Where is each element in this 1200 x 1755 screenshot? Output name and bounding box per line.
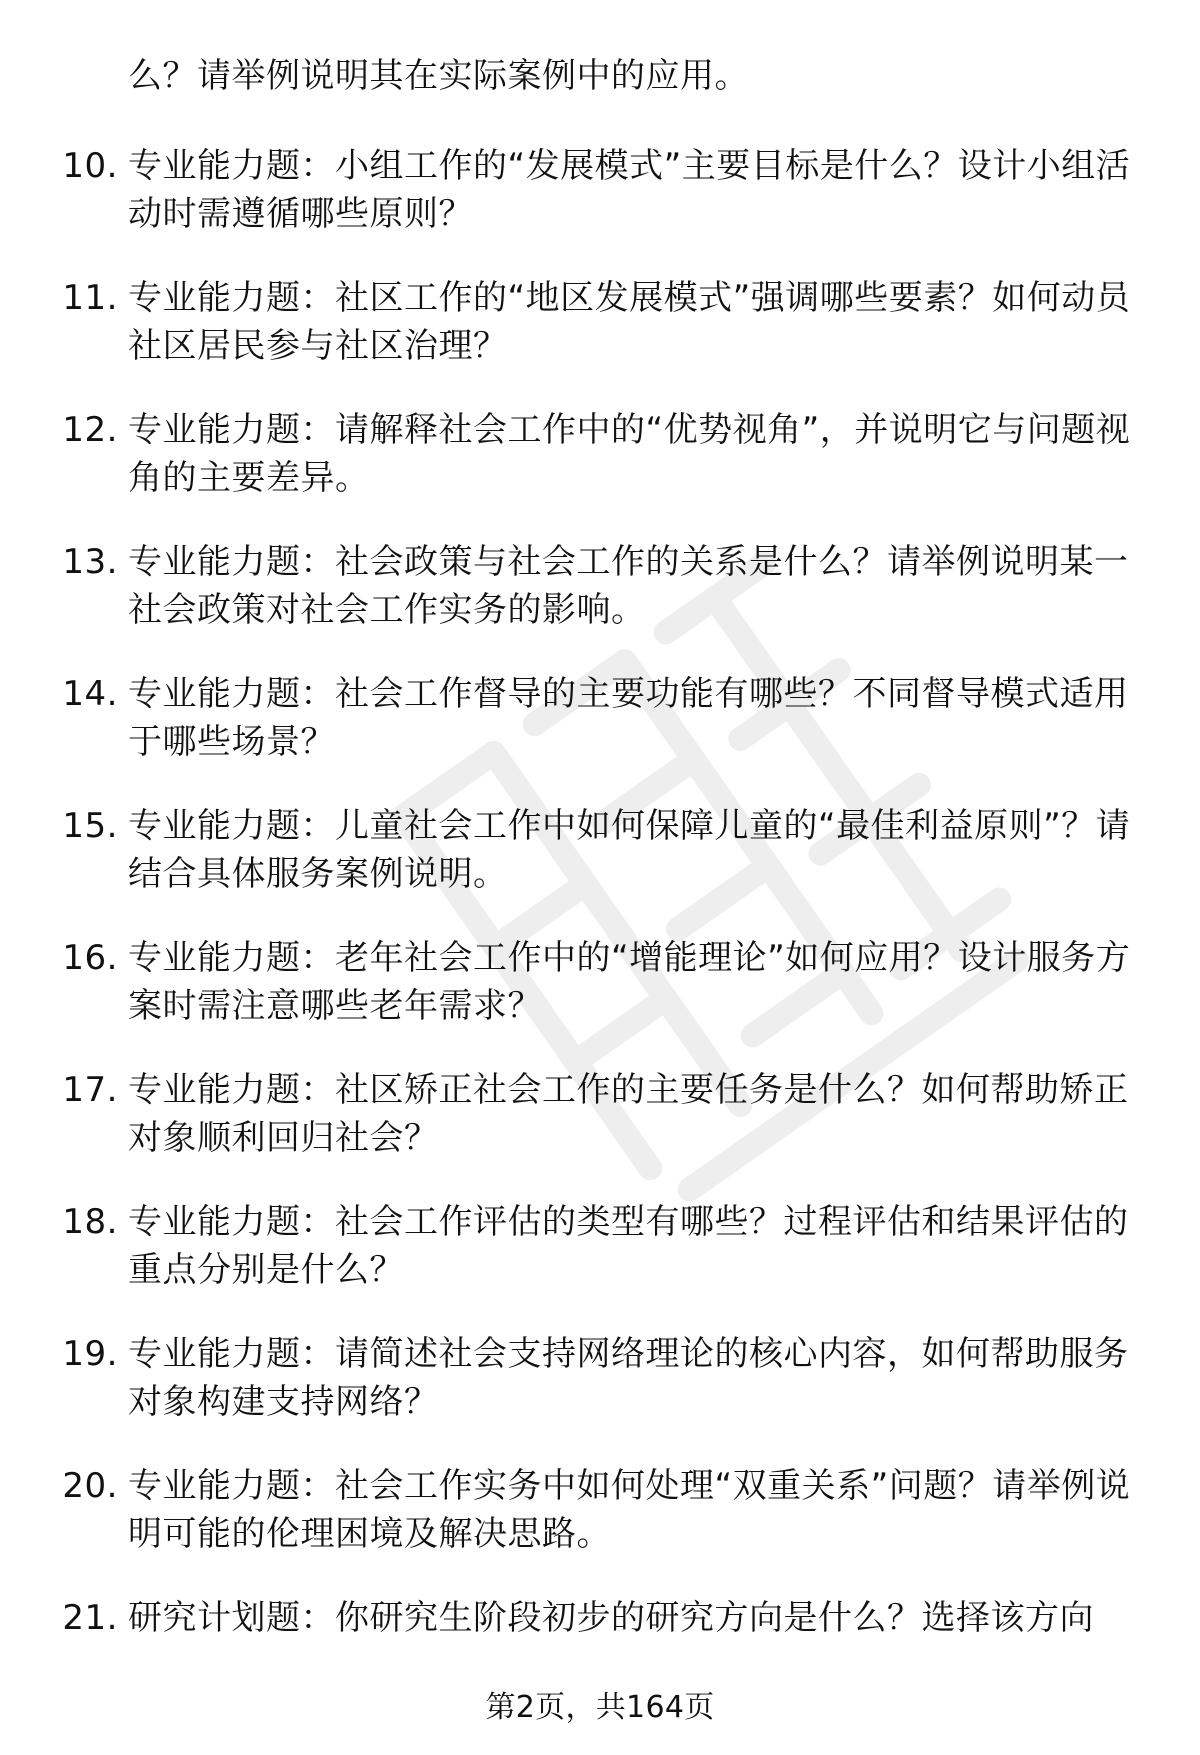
question-text: 专业能力题：儿童社会工作中如何保障儿童的“最佳利益原则”？请结合具体服务案例说明。 [128, 806, 1131, 894]
question-item [0, 926, 1200, 1058]
question-number: 20. [62, 1466, 118, 1506]
question-item [0, 530, 1200, 662]
question-item [0, 662, 1200, 794]
question-text: 研究计划题：你研究生阶段初步的研究方向是什么？选择该方向 [128, 1598, 1094, 1638]
question-number: 18. [62, 1202, 118, 1242]
question-text: 专业能力题：社区工作的“地区发展模式”强调哪些要素？如何动员社区居民参与社区治理？ [128, 278, 1131, 366]
question-number: 10. [62, 146, 118, 186]
question-item [0, 1190, 1200, 1322]
question-text: 专业能力题：请解释社会工作中的“优势视角”，并说明它与问题视角的主要差异。 [128, 410, 1131, 498]
question-text: 专业能力题：小组工作的“发展模式”主要目标是什么？设计小组活动时需遵循哪些原则？ [128, 146, 1131, 234]
continued-text: 么？请举例说明其在实际案例中的应用。 [128, 56, 749, 96]
question-item [0, 1058, 1200, 1190]
question-item [0, 266, 1200, 398]
question-number: 11. [62, 278, 118, 318]
question-text: 专业能力题：请简述社会支持网络理论的核心内容，如何帮助服务对象构建支持网络？ [128, 1334, 1129, 1422]
question-number: 16. [62, 938, 118, 978]
question-text: 专业能力题：社会工作评估的类型有哪些？过程评估和结果评估的重点分别是什么？ [128, 1202, 1129, 1290]
question-number: 12. [62, 410, 118, 450]
question-number: 15. [62, 806, 118, 846]
question-item [0, 794, 1200, 926]
question-item [0, 1322, 1200, 1454]
question-text: 专业能力题：社会工作实务中如何处理“双重关系”问题？请举例说明可能的伦理困境及解决思路。 [128, 1466, 1131, 1554]
question-number: 17. [62, 1070, 118, 1110]
question-number: 14. [62, 674, 118, 714]
question-text: 专业能力题：社会政策与社会工作的关系是什么？请举例说明某一社会政策对社会工作实务的影响。 [128, 542, 1129, 630]
page-footer: 第2页，共164页 [485, 1690, 715, 1725]
question-number: 19. [62, 1334, 118, 1374]
question-text: 专业能力题：社区矫正社会工作的主要任务是什么？如何帮助矫正对象顺利回归社会？ [128, 1070, 1129, 1158]
question-text: 专业能力题：社会工作督导的主要功能有哪些？不同督导模式适用于哪些场景？ [128, 674, 1129, 762]
question-number: 21. [62, 1598, 118, 1638]
question-item [0, 398, 1200, 530]
question-list [0, 134, 1200, 1718]
question-number: 13. [62, 542, 118, 582]
question-item [0, 134, 1200, 266]
question-item [0, 1454, 1200, 1586]
question-text: 专业能力题：老年社会工作中的“增能理论”如何应用？设计服务方案时需注意哪些老年需求？ [128, 938, 1131, 1026]
